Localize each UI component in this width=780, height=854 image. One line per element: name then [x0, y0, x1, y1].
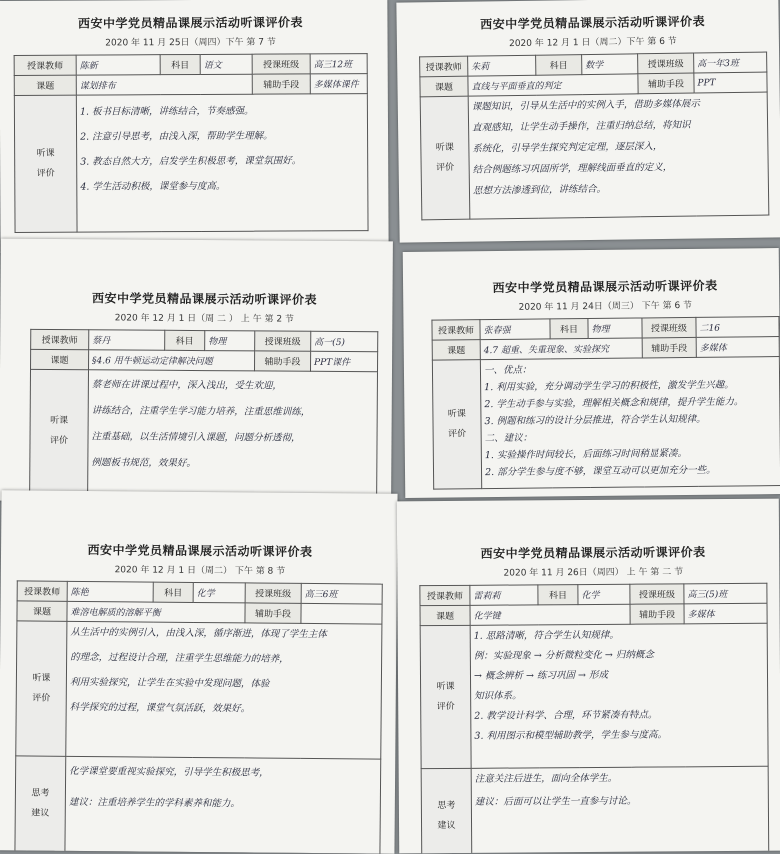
- think-label: [15, 756, 66, 851]
- think-label-line-1: 思考: [31, 788, 50, 799]
- topic-value: 直线与平面垂直的判定: [468, 74, 638, 96]
- evaluation-form-1: [0, 0, 389, 253]
- form-date: 2020 年 12 月 1 日（周 二 ） 上 午 第 2 节: [114, 313, 294, 325]
- think-line: 注意关注后进生，面向全体学生。: [474, 772, 618, 785]
- teacher-label: 授课教师: [31, 329, 89, 349]
- teacher-label: 授课教师: [17, 581, 67, 601]
- teacher-label: 授课教师: [420, 585, 470, 605]
- eval-body: [88, 370, 378, 495]
- eval-line: 系统化，引导学生探究判定定理，逐层深入，: [472, 140, 663, 155]
- class-label: 授课班级: [245, 583, 301, 603]
- class-value: 二16: [696, 317, 779, 338]
- eval-line: 2. 学生动手参与实验，理解相关概念和规律，提升学生能力。: [484, 396, 744, 411]
- aid-label: 辅助手段: [252, 74, 310, 94]
- eval-label-line-1: 听课: [435, 142, 454, 154]
- subject-value: 化学: [193, 582, 245, 602]
- eval-label: [420, 96, 470, 220]
- topic-value: §4.6 用牛顿运动定律解决问题: [89, 350, 255, 371]
- eval-label: [432, 360, 481, 489]
- evaluation-form-5: [0, 490, 398, 853]
- aid-label: 辅助手段: [642, 337, 696, 358]
- eval-line: 2. 部分学生参与度不够，课堂互动可以更加充分一些。: [484, 464, 716, 479]
- eval-body: [66, 621, 382, 759]
- eval-line: 利用实验探究，让学生在实验中发现问题，体验: [69, 676, 270, 690]
- teacher-label: 授课教师: [432, 320, 480, 341]
- eval-label-line-1: 听课: [447, 409, 466, 420]
- aid-label: 辅助手段: [630, 604, 684, 624]
- form-date: 2020 年 12 月 1 日（周二）下午 第 6 节: [509, 36, 677, 50]
- eval-line: 3. 利用图示和模型辅助教学，学生参与度高。: [474, 729, 668, 742]
- eval-line: 4. 学生活动积极，课堂参与度高。: [80, 180, 226, 193]
- class-value: 高三6班: [301, 583, 382, 604]
- form-title: 西安中学党员精品课展示活动听课评价表: [480, 14, 706, 32]
- eval-line: 直观感知，让学生动手操作，注重归纳总结，将知识: [472, 119, 691, 134]
- eval-line: 2. 教学设计科学、合理，环节紧凑有特点。: [474, 709, 658, 722]
- subject-label: 科目: [536, 55, 582, 76]
- aid-value: 多媒体: [696, 337, 779, 358]
- evaluation-form-3: [0, 239, 393, 504]
- eval-line: 二、建议：: [484, 432, 533, 445]
- subject-label: 科目: [160, 54, 200, 74]
- eval-label: [16, 621, 67, 756]
- eval-label-line-1: 听课: [436, 681, 455, 693]
- eval-line: 思想方法渗透到位，讲练结合。: [472, 183, 607, 197]
- eval-label-line-1: 听课: [50, 415, 69, 427]
- eval-label-line-2: 评价: [436, 701, 455, 713]
- eval-body: [470, 623, 768, 768]
- topic-label: 课题: [432, 340, 480, 361]
- eval-label-line-2: 评价: [32, 693, 51, 704]
- form-title: 西安中学党员精品课展示活动听课评价表: [87, 543, 313, 559]
- teacher-value: 朱莉: [468, 55, 536, 76]
- teacher-label: 授课教师: [420, 56, 468, 77]
- eval-line: 一、优点：: [483, 364, 532, 377]
- form-date: 2020 年 11 月 26日（周四） 上 午 第 二 节: [503, 567, 684, 579]
- eval-label-line-2: 评价: [49, 435, 69, 447]
- eval-line: 知识体系。: [474, 690, 522, 702]
- subject-value: 数学: [582, 54, 638, 75]
- topic-label: 课题: [14, 75, 76, 95]
- think-line: 建议：注重培养学生的学科素养和能力。: [68, 796, 240, 810]
- aid-value: PPT课件: [311, 351, 378, 371]
- teacher-value: 张春强: [480, 319, 550, 340]
- class-value: 高一(5): [311, 331, 378, 351]
- topic-label: 课题: [17, 601, 67, 621]
- think-body: [65, 756, 381, 853]
- eval-line: 注重基础，以生活情境引入课题，问题分析透彻，: [91, 431, 301, 444]
- eval-label: [420, 625, 471, 768]
- form-date: 2020 年 12 月 1 日（周二） 下午 第 8 节: [114, 565, 286, 577]
- eval-line: 3. 例题和练习的设计分层推进，符合学生认知规律。: [484, 413, 706, 428]
- eval-line: 例：实验现象 → 分析微粒变化 → 归纳概念: [473, 649, 654, 662]
- form-table: [431, 316, 780, 490]
- subject-label: 科目: [153, 582, 193, 602]
- eval-line: 1. 利用实验，充分调动学生学习的积极性，激发学生兴趣。: [484, 379, 734, 394]
- think-label: [421, 768, 472, 853]
- evaluation-form-2: [396, 0, 780, 243]
- form-date: 2020 年 11 月 25日（周四）下午 第 7 节: [105, 37, 276, 49]
- think-line: 建议：后面可以让学生一直参与讨论。: [474, 795, 637, 808]
- topic-value: 化学键: [470, 604, 630, 625]
- form-title: 西安中学党员精品课展示活动听课评价表: [492, 278, 718, 296]
- subject-label: 科目: [538, 585, 578, 605]
- form-table: [14, 580, 382, 853]
- aid-value: 多媒体课件: [310, 74, 367, 94]
- teacher-value: 蔡丹: [89, 330, 165, 351]
- eval-body: [480, 357, 780, 489]
- teacher-value: 雷莉莉: [470, 585, 538, 605]
- topic-value: 难溶电解质的溶解平衡: [67, 601, 245, 623]
- form-table: [419, 583, 769, 854]
- eval-line: → 概念辨析 → 练习巩固 → 形成: [473, 669, 609, 682]
- form-table: [14, 53, 369, 233]
- class-value: 高三(5)班: [684, 583, 767, 604]
- think-label-line-1: 思考: [437, 800, 456, 812]
- eval-body: [468, 92, 769, 219]
- think-label-line-2: 建议: [437, 820, 456, 832]
- eval-label: [14, 95, 77, 232]
- eval-line: 课题知识，引导从生活中的实例入手，借助多媒体展示: [471, 98, 700, 113]
- eval-label-line-1: 听课: [32, 673, 51, 684]
- eval-line: 2. 注意引导思考，由浅入深，帮助学生理解。: [80, 130, 273, 143]
- subject-value: 语文: [200, 54, 252, 74]
- evaluation-form-4: [403, 248, 780, 498]
- topic-label: 课题: [420, 605, 470, 625]
- evaluation-form-6: [397, 499, 780, 854]
- subject-value: 化学: [578, 584, 630, 604]
- eval-label-line-2: 评价: [436, 162, 455, 174]
- eval-line: 讲练结合，注重学生学习能力培养，注重思维训练，: [91, 405, 311, 418]
- eval-line: 1. 板书目标清晰，讲练结合，节奏感强。: [79, 105, 254, 118]
- eval-line: 1. 思路清晰，符合学生认知规律。: [473, 629, 619, 642]
- aid-value: PPT: [694, 72, 767, 93]
- class-label: 授课班级: [252, 54, 310, 74]
- think-label-line-2: 建议: [31, 808, 50, 819]
- subject-value: 物理: [205, 331, 255, 351]
- eval-line: 结合例题练习巩固所学，理解线面垂直的定义，: [472, 161, 673, 176]
- form-table: [419, 52, 769, 221]
- eval-body: [76, 94, 368, 233]
- think-line: 化学课堂要重视实验探究，引导学生积极思考，: [69, 765, 269, 779]
- aid-value: [301, 603, 382, 624]
- eval-label-line-1: 听课: [36, 148, 55, 159]
- class-label: 授课班级: [630, 584, 684, 604]
- form-table: [29, 329, 378, 495]
- topic-value: 谋划排布: [76, 74, 252, 95]
- aid-label: 辅助手段: [638, 73, 694, 94]
- eval-label: [30, 369, 89, 492]
- subject-label: 科目: [165, 330, 205, 350]
- topic-value: 4.7 超重、失重现象、实验探究: [480, 338, 642, 360]
- eval-line: 科学探究的过程，课堂气氛活跃，效果好。: [69, 701, 251, 715]
- eval-line: 3. 教态自然大方，启发学生积极思考，课堂氛围好。: [80, 155, 302, 168]
- subject-label: 科目: [550, 319, 588, 339]
- aid-value: 多媒体: [684, 603, 767, 624]
- class-label: 授课班级: [638, 53, 694, 74]
- topic-label: 课题: [31, 349, 89, 369]
- class-value: 高三12班: [310, 54, 367, 74]
- eval-line: 例题板书规范，效果好。: [91, 457, 196, 470]
- teacher-value: 陈艳: [67, 581, 153, 602]
- form-date: 2020 年 11 月 24日（周三） 下午 第 6 节: [518, 300, 693, 313]
- aid-label: 辅助手段: [255, 351, 311, 371]
- teacher-label: 授课教师: [14, 55, 76, 75]
- form-title: 西安中学党员精品课展示活动听课评价表: [91, 291, 318, 307]
- eval-line: 蔡老师在讲课过程中，深入浅出，受生欢迎，: [91, 379, 282, 392]
- eval-line: 从生活中的实例引入，由浅入深，循序渐进，体现了学生主体: [70, 626, 327, 641]
- eval-line: 1. 实验操作时间较长，后面练习时间稍显紧凑。: [484, 448, 687, 462]
- eval-label-line-2: 评价: [36, 168, 55, 179]
- topic-label: 课题: [420, 76, 468, 97]
- eval-line: 的理念，过程设计合理，注重学生思维能力的培养，: [70, 651, 289, 665]
- class-value: 高一年3班: [694, 52, 767, 73]
- teacher-value: 陈新: [76, 55, 160, 75]
- form-title: 西安中学党员精品课展示活动听课评价表: [77, 15, 303, 31]
- form-title: 西安中学党员精品课展示活动听课评价表: [480, 545, 706, 561]
- subject-value: 物理: [588, 318, 642, 339]
- eval-label-line-2: 评价: [448, 429, 467, 440]
- class-label: 授课班级: [255, 331, 311, 351]
- think-body: [471, 766, 769, 853]
- class-label: 授课班级: [642, 317, 696, 338]
- aid-label: 辅助手段: [245, 603, 301, 623]
